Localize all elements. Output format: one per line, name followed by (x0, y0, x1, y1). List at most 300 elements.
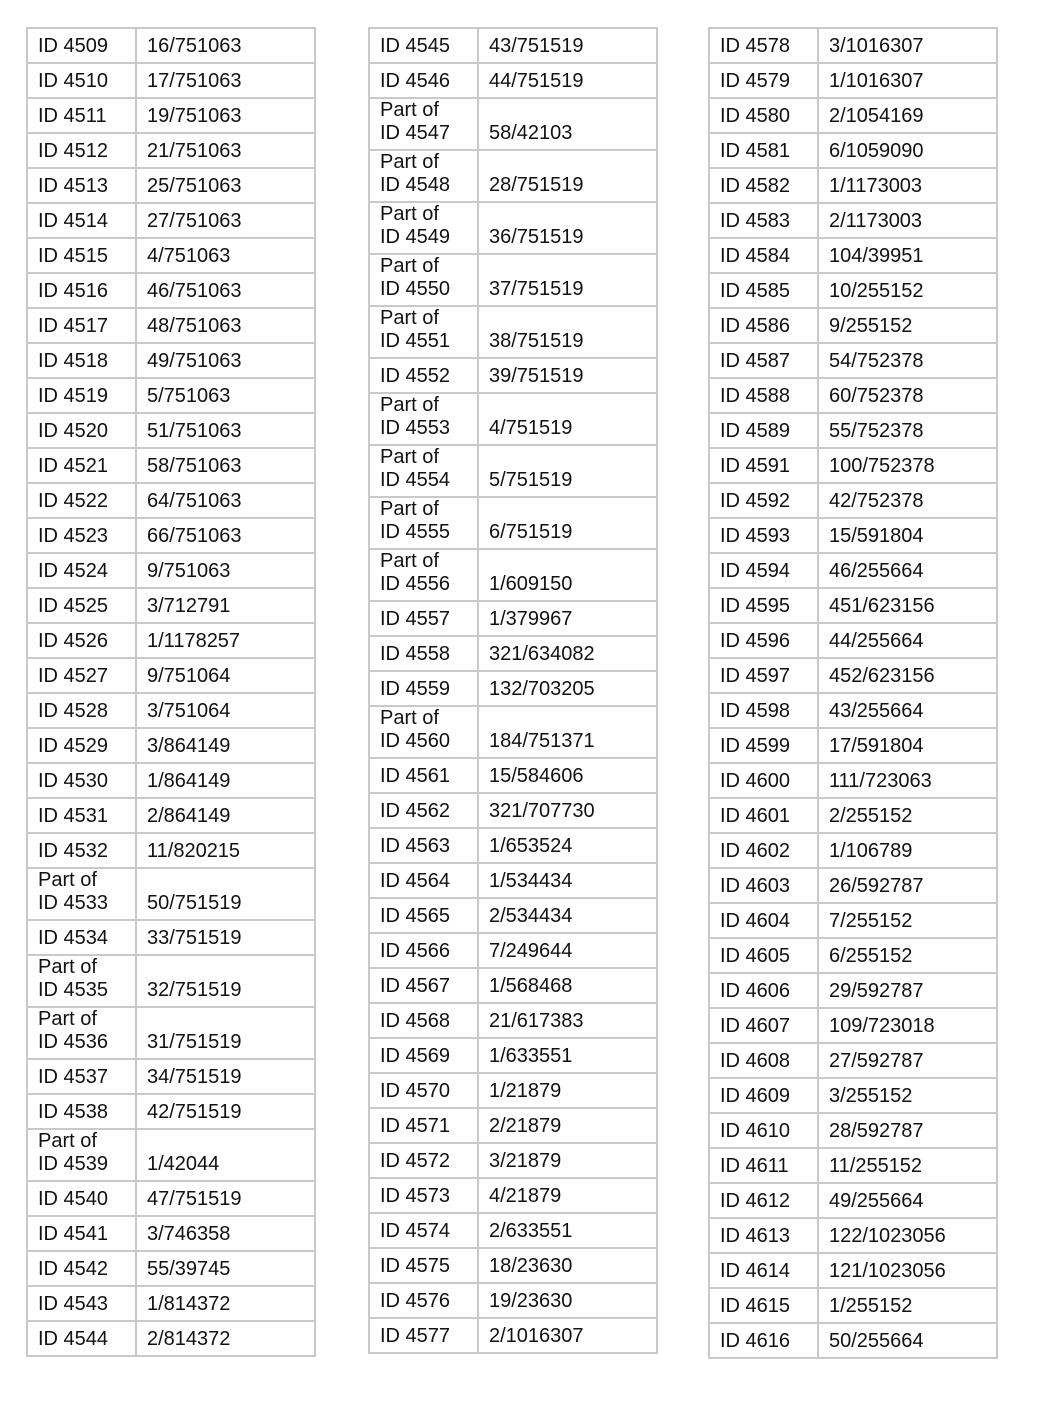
value-cell (478, 1003, 657, 1038)
id-cell (27, 920, 136, 955)
value-label: 2/1016307 (489, 1325, 584, 1347)
id-cell (369, 393, 478, 445)
value-cell (136, 1094, 315, 1129)
value-cell (478, 1213, 657, 1248)
value-label: 1/534434 (489, 870, 573, 892)
value-label: 31/751519 (147, 1031, 242, 1053)
value-cell (136, 133, 315, 168)
id-label: ID 4531 (38, 805, 109, 827)
value-label: 2/633551 (489, 1220, 573, 1242)
value-cell (478, 393, 657, 445)
value-cell (478, 793, 657, 828)
value-cell (818, 1253, 997, 1288)
id-table-2 (368, 27, 658, 1354)
id-label: ID 4571 (380, 1115, 451, 1137)
id-label: ID 4529 (38, 735, 109, 757)
id-cell (709, 763, 818, 798)
value-label: 3/712791 (147, 595, 231, 617)
table-row (709, 203, 997, 238)
id-label: ID 4524 (38, 560, 109, 582)
table-row (369, 968, 657, 1003)
value-label: 55/752378 (829, 420, 924, 442)
id-label: ID 4616 (720, 1330, 791, 1352)
id-cell (709, 1008, 818, 1043)
value-cell (136, 308, 315, 343)
value-cell (478, 933, 657, 968)
table-row (709, 833, 997, 868)
id-cell (369, 968, 478, 1003)
value-cell (136, 1181, 315, 1216)
id-label: ID 4580 (720, 105, 791, 127)
value-label: 58/751063 (147, 455, 242, 477)
id-label: ID 4573 (380, 1185, 451, 1207)
id-cell (369, 1178, 478, 1213)
value-cell (818, 238, 997, 273)
id-label: ID 4603 (720, 875, 791, 897)
value-cell (136, 658, 315, 693)
id-cell (369, 254, 478, 306)
table-row (369, 445, 657, 497)
id-cell (709, 1323, 818, 1358)
value-cell (136, 920, 315, 955)
id-cell (709, 693, 818, 728)
value-cell (478, 549, 657, 601)
id-cell (709, 1113, 818, 1148)
value-cell (818, 763, 997, 798)
id-cell (369, 1213, 478, 1248)
id-label: ID 4593 (720, 525, 791, 547)
value-cell (818, 168, 997, 203)
value-cell (136, 448, 315, 483)
value-cell (478, 1038, 657, 1073)
id-label: ID 4527 (38, 665, 109, 687)
id-label: ID 4564 (380, 870, 451, 892)
value-label: 18/23630 (489, 1255, 573, 1277)
value-label: 49/751063 (147, 350, 242, 372)
id-label: ID 4545 (380, 35, 451, 57)
value-cell (818, 868, 997, 903)
value-cell (818, 1323, 997, 1358)
value-label: 51/751063 (147, 420, 242, 442)
value-label: 26/592787 (829, 875, 924, 897)
value-cell (136, 378, 315, 413)
id-cell (709, 1148, 818, 1183)
value-cell (478, 1143, 657, 1178)
value-cell (478, 358, 657, 393)
id-cell (709, 658, 818, 693)
value-cell (818, 273, 997, 308)
value-label: 43/751519 (489, 35, 584, 57)
value-label: 38/751519 (489, 330, 584, 352)
id-cell (27, 1321, 136, 1356)
id-cell (369, 1038, 478, 1073)
id-label: ID 4515 (38, 245, 109, 267)
value-label: 28/592787 (829, 1120, 924, 1142)
value-cell (818, 378, 997, 413)
id-cell (27, 483, 136, 518)
id-label: ID 4569 (380, 1045, 451, 1067)
part-of-label: Part of (380, 498, 439, 520)
value-cell (478, 1318, 657, 1353)
id-cell (709, 98, 818, 133)
table-row (369, 1213, 657, 1248)
id-label: ID 4517 (38, 315, 109, 337)
table-row (27, 518, 315, 553)
id-label: ID 4581 (720, 140, 791, 162)
value-cell (136, 273, 315, 308)
value-cell (478, 636, 657, 671)
value-cell (818, 833, 997, 868)
value-cell (478, 828, 657, 863)
id-label: ID 4577 (380, 1325, 451, 1347)
id-label: ID 4578 (720, 35, 791, 57)
value-label: 1/255152 (829, 1295, 913, 1317)
value-label: 104/39951 (829, 245, 924, 267)
id-cell (369, 706, 478, 758)
table-row (27, 588, 315, 623)
part-of-label: Part of (380, 550, 439, 572)
id-label: ID 4535 (38, 979, 109, 1001)
table-row (27, 553, 315, 588)
id-cell (27, 98, 136, 133)
part-of-label: Part of (380, 203, 439, 225)
value-label: 7/249644 (489, 940, 573, 962)
id-label: ID 4546 (380, 70, 451, 92)
table-row (709, 938, 997, 973)
id-label: ID 4526 (38, 630, 109, 652)
id-label: ID 4576 (380, 1290, 451, 1312)
part-of-label: Part of (38, 1130, 97, 1152)
value-label: 100/752378 (829, 455, 935, 477)
value-label: 19/23630 (489, 1290, 573, 1312)
id-cell (27, 518, 136, 553)
id-cell (27, 798, 136, 833)
value-cell (136, 343, 315, 378)
id-cell (27, 1181, 136, 1216)
id-label: ID 4598 (720, 700, 791, 722)
id-cell (369, 1318, 478, 1353)
part-of-label: Part of (38, 1008, 97, 1030)
table-row (27, 413, 315, 448)
value-cell (478, 863, 657, 898)
id-label: ID 4516 (38, 280, 109, 302)
part-of-label: Part of (38, 869, 97, 891)
id-cell (709, 868, 818, 903)
value-cell (136, 203, 315, 238)
value-cell (818, 903, 997, 938)
part-of-label: Part of (380, 707, 439, 729)
table-row (709, 1183, 997, 1218)
value-cell (818, 1183, 997, 1218)
value-label: 27/592787 (829, 1050, 924, 1072)
id-label: ID 4606 (720, 980, 791, 1002)
table-row (27, 168, 315, 203)
table-row (27, 448, 315, 483)
id-cell (709, 518, 818, 553)
value-cell (818, 448, 997, 483)
id-cell (709, 553, 818, 588)
table-row (369, 549, 657, 601)
table-row (369, 1318, 657, 1353)
table-row (369, 601, 657, 636)
id-cell (27, 378, 136, 413)
table-row (369, 1283, 657, 1318)
table-row (709, 308, 997, 343)
value-label: 1/1173003 (829, 175, 923, 197)
table-row (369, 1143, 657, 1178)
value-label: 7/255152 (829, 910, 913, 932)
value-label: 9/751064 (147, 665, 231, 687)
table-row (709, 413, 997, 448)
value-label: 42/752378 (829, 490, 924, 512)
table-row (709, 518, 997, 553)
table-row (709, 63, 997, 98)
id-label: ID 4551 (380, 330, 451, 352)
id-cell (709, 1043, 818, 1078)
id-label: ID 4548 (380, 174, 451, 196)
id-cell (27, 238, 136, 273)
value-label: 3/255152 (829, 1085, 913, 1107)
id-label: ID 4521 (38, 455, 109, 477)
id-cell (369, 98, 478, 150)
value-label: 184/751371 (489, 730, 595, 752)
id-cell (369, 358, 478, 393)
table-row (709, 1288, 997, 1323)
id-cell (369, 758, 478, 793)
value-cell (478, 601, 657, 636)
id-label: ID 4540 (38, 1188, 109, 1210)
value-cell (478, 968, 657, 1003)
value-cell (136, 98, 315, 133)
value-label: 10/255152 (829, 280, 924, 302)
table-row (369, 1178, 657, 1213)
id-label: ID 4512 (38, 140, 109, 162)
id-cell (369, 671, 478, 706)
table-row (709, 1078, 997, 1113)
id-label: ID 4583 (720, 210, 791, 232)
value-cell (136, 413, 315, 448)
value-cell (478, 1073, 657, 1108)
value-label: 55/39745 (147, 1258, 231, 1280)
value-cell (478, 28, 657, 63)
value-label: 122/1023056 (829, 1225, 946, 1247)
value-label: 9/751063 (147, 560, 231, 582)
id-cell (27, 1286, 136, 1321)
id-label: ID 4557 (380, 608, 451, 630)
table-row (709, 1148, 997, 1183)
id-label: ID 4539 (38, 1153, 109, 1175)
value-label: 2/255152 (829, 805, 913, 827)
id-cell (369, 933, 478, 968)
table-row (709, 903, 997, 938)
value-cell (818, 728, 997, 763)
value-cell (478, 898, 657, 933)
id-label: ID 4565 (380, 905, 451, 927)
table-row (709, 448, 997, 483)
id-label: ID 4525 (38, 595, 109, 617)
id-label: ID 4555 (380, 521, 451, 543)
table-row (369, 1248, 657, 1283)
value-cell (136, 1059, 315, 1094)
value-cell (478, 671, 657, 706)
id-label: ID 4601 (720, 805, 791, 827)
value-label: 37/751519 (489, 278, 584, 300)
value-cell (478, 150, 657, 202)
value-cell (136, 553, 315, 588)
id-cell (27, 28, 136, 63)
id-label: ID 4559 (380, 678, 451, 700)
table-row (369, 28, 657, 63)
value-cell (136, 518, 315, 553)
value-label: 5/751519 (489, 469, 573, 491)
table-row (27, 833, 315, 868)
id-label: ID 4579 (720, 70, 791, 92)
value-cell (478, 1178, 657, 1213)
value-cell (818, 1043, 997, 1078)
id-label: ID 4536 (38, 1031, 109, 1053)
value-cell (818, 133, 997, 168)
table-row (27, 1094, 315, 1129)
part-of-label: Part of (380, 307, 439, 329)
value-label: 2/1054169 (829, 105, 924, 127)
part-of-label: Part of (380, 99, 439, 121)
id-cell (709, 903, 818, 938)
id-label: ID 4602 (720, 840, 791, 862)
id-cell (709, 413, 818, 448)
table-row (27, 623, 315, 658)
value-label: 1/21879 (489, 1080, 562, 1102)
value-cell (136, 955, 315, 1007)
value-cell (136, 728, 315, 763)
table-row (709, 378, 997, 413)
table-row (709, 1113, 997, 1148)
table-row (709, 273, 997, 308)
value-label: 451/623156 (829, 595, 935, 617)
value-label: 15/584606 (489, 765, 584, 787)
value-cell (136, 798, 315, 833)
value-label: 15/591804 (829, 525, 924, 547)
table-row (369, 306, 657, 358)
table-row (369, 1038, 657, 1073)
value-label: 1/864149 (147, 770, 231, 792)
id-label: ID 4553 (380, 417, 451, 439)
value-label: 21/751063 (147, 140, 242, 162)
id-cell (27, 133, 136, 168)
value-cell (818, 1008, 997, 1043)
id-label: ID 4570 (380, 1080, 451, 1102)
id-label: ID 4533 (38, 892, 109, 914)
id-cell (369, 202, 478, 254)
value-label: 33/751519 (147, 927, 242, 949)
id-cell (709, 798, 818, 833)
id-cell (709, 378, 818, 413)
id-cell (27, 623, 136, 658)
value-label: 16/751063 (147, 35, 242, 57)
id-cell (27, 343, 136, 378)
value-cell (478, 1248, 657, 1283)
id-cell (27, 728, 136, 763)
id-label: ID 4560 (380, 730, 451, 752)
id-label: ID 4610 (720, 1120, 791, 1142)
value-label: 34/751519 (147, 1066, 242, 1088)
value-label: 49/255664 (829, 1190, 924, 1212)
id-label: ID 4520 (38, 420, 109, 442)
value-label: 4/21879 (489, 1185, 562, 1207)
id-label: ID 4595 (720, 595, 791, 617)
table-row (369, 497, 657, 549)
value-label: 64/751063 (147, 490, 242, 512)
value-label: 1/379967 (489, 608, 573, 630)
table-row (709, 728, 997, 763)
table-row (27, 378, 315, 413)
value-cell (136, 763, 315, 798)
table-row (27, 1007, 315, 1059)
table-row (709, 133, 997, 168)
id-label: ID 4530 (38, 770, 109, 792)
id-label: ID 4562 (380, 800, 451, 822)
value-label: 66/751063 (147, 525, 242, 547)
id-table-3 (708, 27, 998, 1359)
value-cell (136, 1007, 315, 1059)
table-row (709, 798, 997, 833)
table-row (369, 706, 657, 758)
value-cell (136, 588, 315, 623)
part-of-label: Part of (380, 446, 439, 468)
value-label: 21/617383 (489, 1010, 584, 1032)
id-label: ID 4513 (38, 175, 109, 197)
value-label: 1/814372 (147, 1293, 231, 1315)
value-label: 3/864149 (147, 735, 231, 757)
id-cell (27, 1129, 136, 1181)
table-row (27, 1321, 315, 1356)
id-label: ID 4528 (38, 700, 109, 722)
id-cell (369, 1073, 478, 1108)
value-cell (818, 98, 997, 133)
id-cell (369, 1248, 478, 1283)
id-cell (27, 955, 136, 1007)
table-row (709, 1043, 997, 1078)
table-row (369, 1108, 657, 1143)
value-label: 32/751519 (147, 979, 242, 1001)
value-cell (478, 758, 657, 793)
value-label: 5/751063 (147, 385, 231, 407)
id-label: ID 4549 (380, 226, 451, 248)
table-row (369, 636, 657, 671)
id-label: ID 4541 (38, 1223, 109, 1245)
value-label: 25/751063 (147, 175, 242, 197)
id-cell (369, 549, 478, 601)
value-cell (818, 1078, 997, 1113)
value-label: 1/653524 (489, 835, 573, 857)
id-label: ID 4584 (720, 245, 791, 267)
table-row (27, 955, 315, 1007)
value-label: 1/1178257 (147, 630, 241, 652)
id-cell (27, 273, 136, 308)
id-label: ID 4519 (38, 385, 109, 407)
table-row (369, 254, 657, 306)
id-cell (709, 973, 818, 1008)
table-row (27, 693, 315, 728)
id-label: ID 4575 (380, 1255, 451, 1277)
id-cell (709, 168, 818, 203)
table-row (709, 658, 997, 693)
id-cell (369, 1143, 478, 1178)
value-label: 3/1016307 (829, 35, 924, 57)
value-label: 9/255152 (829, 315, 913, 337)
value-cell (478, 63, 657, 98)
id-label: ID 4552 (380, 365, 451, 387)
value-cell (136, 63, 315, 98)
